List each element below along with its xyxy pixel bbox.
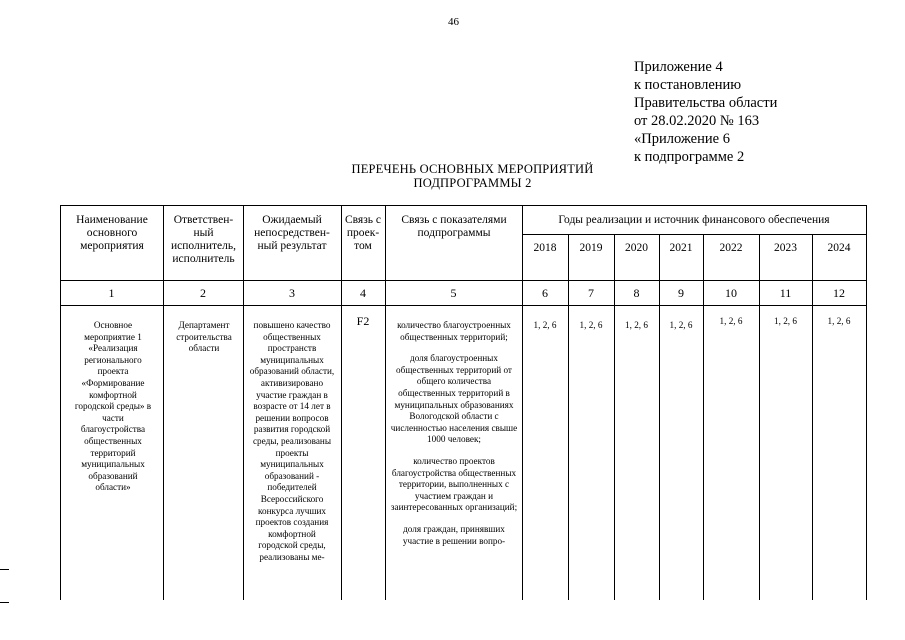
years-group-divider (522, 234, 866, 235)
column-number: 6 (542, 286, 548, 300)
column-number: 10 (725, 286, 737, 300)
header-link-indicators: Связь с показателями подпрограммы (401, 214, 507, 239)
year-funding-source: 1, 2, 6 (533, 320, 557, 330)
title-line-1: ПЕРЕЧЕНЬ ОСНОВНЫХ МЕРОПРИЯТИЙ (351, 162, 594, 176)
appendix-line: Приложение 4 (634, 59, 723, 75)
header-year: 2022 (719, 242, 743, 254)
page-number: 46 (448, 16, 459, 28)
activity-project-link: F2 (356, 314, 370, 328)
appendix-line: Правительства области (634, 95, 778, 111)
col-divider (385, 205, 386, 600)
activity-expected-result: повышено качество общественных пространств муниципальных образований области, активизировано участие граждан в возрасте от 14 лет в решении вопросов развития городской среды, реализованы проекты муниципальных образований - победителей Всероссийского конкурса лучших проектов создания комфортной городской среды, реализованы ме- (249, 320, 335, 562)
column-number: 5 (450, 286, 457, 300)
header-link-project: Связь с проек-том (344, 214, 381, 252)
activity-responsible: Департамент строительства области (176, 320, 232, 354)
header-year: 2018 (533, 242, 557, 254)
table-border-top (60, 205, 866, 206)
header-divider (60, 280, 866, 281)
year-funding-source: 1, 2, 6 (669, 320, 693, 330)
appendix-block (634, 58, 777, 166)
header-year: 2019 (579, 242, 603, 254)
year-funding-source: 1, 2, 6 (625, 320, 648, 330)
header-year: 2021 (669, 242, 693, 254)
column-number: 8 (633, 286, 640, 300)
indicator-item: количество благоустроенных общественных территорий; (397, 320, 511, 342)
col-divider (163, 205, 164, 600)
activity-name: Основное мероприятие 1 «Реализация регионального проекта «Формирование комфортной городской среды» в части благоустройства общественных территорий муниципальных образований области» (74, 320, 152, 493)
year-funding-source: 1, 2, 6 (719, 316, 743, 326)
column-number: 2 (200, 286, 206, 300)
margin-mark (0, 602, 9, 603)
column-number: 9 (678, 286, 684, 300)
table-border-right (866, 205, 867, 600)
title-line-2: ПОДПРОГРАММЫ 2 (413, 176, 532, 190)
appendix-line: «Приложение 6 (634, 131, 730, 147)
appendix-line: от 28.02.2020 № 163 (634, 113, 760, 129)
activity-indicators (390, 320, 518, 557)
year-funding-source: 1, 2, 6 (827, 316, 851, 326)
header-year: 2023 (774, 242, 797, 254)
year-funding-source: 1, 2, 6 (579, 320, 603, 330)
header-years-group: Годы реализации и источник финансового обеспечения (558, 214, 830, 226)
margin-mark (0, 569, 9, 570)
col-divider (341, 205, 342, 600)
header-year: 2024 (827, 242, 851, 254)
appendix-line: к подпрограмме 2 (634, 149, 745, 165)
column-number: 11 (779, 286, 792, 300)
appendix-line: к постановлению (634, 77, 742, 93)
indicator-item: количество проектов благоустройства общественных территории, выполненных с участием граждан и заинтересованных организаций; (390, 455, 518, 513)
header-name: Наименование основного мероприятия (76, 214, 148, 252)
column-number: 1 (108, 286, 115, 300)
column-number: 7 (588, 286, 594, 300)
header-expected-result: Ожидаемый непосредствен-ный результат (254, 214, 330, 252)
indicator-item: доля граждан, принявших участие в решении вопро- (402, 523, 506, 546)
col-divider (522, 205, 523, 600)
column-number: 4 (360, 286, 366, 300)
table-border-left (60, 205, 61, 600)
column-number: 12 (833, 286, 845, 300)
document-title (300, 162, 645, 190)
header-responsible: Ответствен-ный исполнитель, исполнитель (170, 214, 237, 265)
col-divider (243, 205, 244, 600)
column-number: 3 (289, 286, 295, 300)
indicator-item: доля благоустроенных общественных территорий от общего количества общественных территорий в муниципальных образованиях Вологодской области с численностью населения свыше 1000 человек; (390, 353, 518, 445)
year-funding-source: 1, 2, 6 (774, 316, 797, 326)
numbers-divider (60, 305, 866, 306)
header-year: 2020 (625, 242, 648, 254)
